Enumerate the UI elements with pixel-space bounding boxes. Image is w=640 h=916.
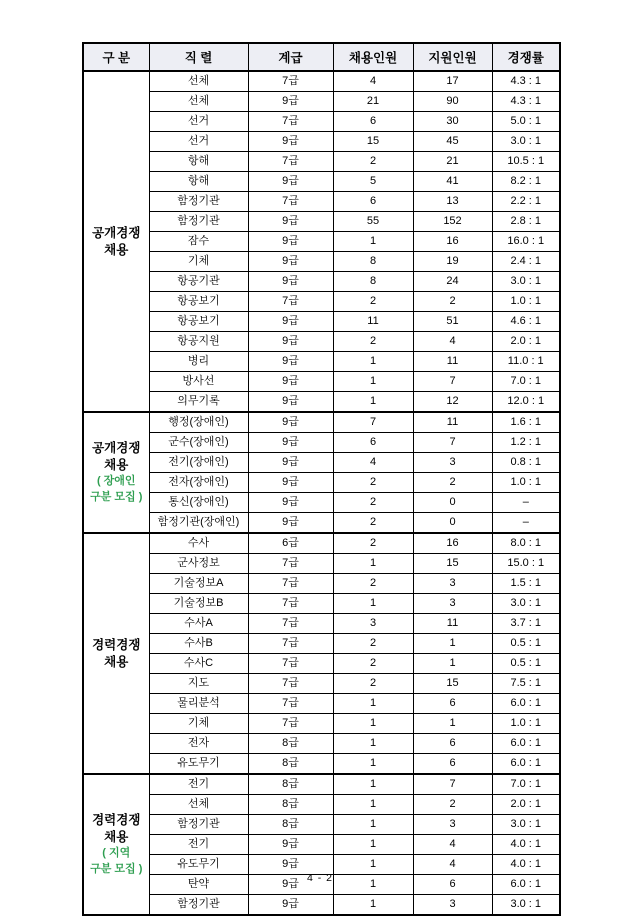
cell-competition-ratio: 3.7 : 1 — [492, 614, 560, 634]
group-title-line: 채용 — [104, 654, 129, 669]
cell-series: 군수(장애인) — [149, 433, 248, 453]
cell-applicant-count: 15 — [413, 554, 492, 574]
cell-competition-ratio: 0.8 : 1 — [492, 453, 560, 473]
cell-applicant-count: 3 — [413, 574, 492, 594]
table-row — [83, 493, 560, 513]
cell-competition-ratio: 2.0 : 1 — [492, 332, 560, 352]
cell-series: 수사 — [149, 533, 248, 554]
cell-hire-count: 6 — [333, 433, 413, 453]
cell-competition-ratio: 15.0 : 1 — [492, 554, 560, 574]
cell-hire-count: 1 — [333, 815, 413, 835]
cell-series: 수사A — [149, 614, 248, 634]
cell-grade: 8급 — [248, 774, 333, 795]
table-row — [83, 252, 560, 272]
table-row — [83, 132, 560, 152]
cell-series: 항공기관 — [149, 272, 248, 292]
group-title-line: 채용 — [104, 242, 129, 257]
table-row — [83, 433, 560, 453]
cell-applicant-count: 152 — [413, 212, 492, 232]
cell-competition-ratio: 7.0 : 1 — [492, 372, 560, 392]
table-row — [83, 694, 560, 714]
cell-grade: 6급 — [248, 533, 333, 554]
cell-grade: 9급 — [248, 132, 333, 152]
table-row — [83, 232, 560, 252]
cell-series: 선거 — [149, 132, 248, 152]
cell-competition-ratio: 6.0 : 1 — [492, 754, 560, 775]
cell-hire-count: 1 — [333, 835, 413, 855]
cell-series: 전기(장애인) — [149, 453, 248, 473]
cell-applicant-count: 3 — [413, 815, 492, 835]
group-subtitle-line: 구분 모집 ) — [90, 490, 143, 503]
cell-hire-count: 1 — [333, 855, 413, 875]
cell-applicant-count: 12 — [413, 392, 492, 413]
group-title-line: 공개경쟁 — [92, 441, 141, 456]
col-header-series: 직 렬 — [149, 43, 248, 71]
cell-series: 전기 — [149, 835, 248, 855]
cell-grade: 7급 — [248, 574, 333, 594]
col-header-grade: 계급 — [248, 43, 333, 71]
cell-competition-ratio: 2.2 : 1 — [492, 192, 560, 212]
cell-competition-ratio: 8.0 : 1 — [492, 533, 560, 554]
cell-competition-ratio: 0.5 : 1 — [492, 654, 560, 674]
cell-hire-count: 1 — [333, 754, 413, 775]
table-row — [83, 835, 560, 855]
cell-series: 함정기관 — [149, 815, 248, 835]
cell-grade: 9급 — [248, 332, 333, 352]
cell-hire-count: 2 — [333, 493, 413, 513]
table-row — [83, 895, 560, 916]
cell-competition-ratio: 1.2 : 1 — [492, 433, 560, 453]
cell-competition-ratio: 5.0 : 1 — [492, 112, 560, 132]
cell-applicant-count: 4 — [413, 835, 492, 855]
cell-applicant-count: 7 — [413, 372, 492, 392]
cell-series: 수사C — [149, 654, 248, 674]
col-header-competition-ratio: 경쟁률 — [492, 43, 560, 71]
cell-hire-count: 2 — [333, 473, 413, 493]
table-row — [83, 554, 560, 574]
cell-competition-ratio: 8.2 : 1 — [492, 172, 560, 192]
cell-applicant-count: 4 — [413, 855, 492, 875]
cell-grade: 7급 — [248, 71, 333, 92]
cell-applicant-count: 17 — [413, 71, 492, 92]
cell-competition-ratio: 3.0 : 1 — [492, 272, 560, 292]
group-cell — [83, 774, 149, 915]
cell-applicant-count: 3 — [413, 453, 492, 473]
table-row — [83, 574, 560, 594]
cell-series: 전자(장애인) — [149, 473, 248, 493]
table-row — [83, 815, 560, 835]
cell-competition-ratio: 1.0 : 1 — [492, 292, 560, 312]
header-row — [83, 43, 560, 71]
cell-series: 선체 — [149, 795, 248, 815]
cell-hire-count: 1 — [333, 352, 413, 372]
table-row — [83, 152, 560, 172]
cell-hire-count: 1 — [333, 795, 413, 815]
table-row — [83, 533, 560, 554]
cell-grade: 9급 — [248, 493, 333, 513]
cell-series: 기술정보A — [149, 574, 248, 594]
cell-series: 선체 — [149, 71, 248, 92]
cell-applicant-count: 0 — [413, 493, 492, 513]
cell-grade: 9급 — [248, 473, 333, 493]
cell-hire-count: 2 — [333, 674, 413, 694]
cell-series: 유도무기 — [149, 754, 248, 775]
cell-series: 항해 — [149, 172, 248, 192]
cell-competition-ratio: 3.0 : 1 — [492, 594, 560, 614]
cell-series: 항공보기 — [149, 292, 248, 312]
cell-series: 함정기관(장애인) — [149, 513, 248, 534]
table-row — [83, 714, 560, 734]
cell-applicant-count: 2 — [413, 795, 492, 815]
cell-series: 항공보기 — [149, 312, 248, 332]
cell-hire-count: 2 — [333, 152, 413, 172]
cell-competition-ratio: 11.0 : 1 — [492, 352, 560, 372]
table-row — [83, 312, 560, 332]
cell-hire-count: 1 — [333, 392, 413, 413]
group-subtitle-line: 구분 모집 ) — [90, 862, 143, 875]
group-title-line: 채용 — [104, 829, 129, 844]
cell-grade: 7급 — [248, 594, 333, 614]
cell-hire-count: 1 — [333, 694, 413, 714]
cell-series: 기술정보B — [149, 594, 248, 614]
group-subtitle-line: ( 지역 — [102, 846, 131, 859]
cell-grade: 7급 — [248, 614, 333, 634]
cell-grade: 9급 — [248, 92, 333, 112]
cell-hire-count: 2 — [333, 533, 413, 554]
cell-competition-ratio: 10.5 : 1 — [492, 152, 560, 172]
cell-hire-count: 5 — [333, 172, 413, 192]
cell-hire-count: 1 — [333, 774, 413, 795]
cell-hire-count: 8 — [333, 272, 413, 292]
cell-applicant-count: 4 — [413, 332, 492, 352]
cell-series: 방사선 — [149, 372, 248, 392]
table-row — [83, 594, 560, 614]
cell-grade: 9급 — [248, 412, 333, 433]
cell-competition-ratio: 16.0 : 1 — [492, 232, 560, 252]
cell-hire-count: 4 — [333, 71, 413, 92]
cell-applicant-count: 1 — [413, 634, 492, 654]
cell-applicant-count: 6 — [413, 694, 492, 714]
cell-applicant-count: 2 — [413, 292, 492, 312]
cell-grade: 9급 — [248, 372, 333, 392]
table-body — [83, 71, 560, 915]
table-row — [83, 654, 560, 674]
cell-competition-ratio: 2.0 : 1 — [492, 795, 560, 815]
cell-grade: 7급 — [248, 634, 333, 654]
cell-grade: 7급 — [248, 292, 333, 312]
cell-applicant-count: 11 — [413, 614, 492, 634]
cell-series: 기체 — [149, 714, 248, 734]
cell-grade: 9급 — [248, 212, 333, 232]
cell-series: 물리분석 — [149, 694, 248, 714]
cell-series: 함정기관 — [149, 212, 248, 232]
cell-applicant-count: 7 — [413, 774, 492, 795]
cell-grade: 9급 — [248, 392, 333, 413]
cell-applicant-count: 21 — [413, 152, 492, 172]
cell-grade: 8급 — [248, 815, 333, 835]
cell-applicant-count: 2 — [413, 473, 492, 493]
cell-applicant-count: 11 — [413, 352, 492, 372]
cell-hire-count: 2 — [333, 292, 413, 312]
cell-competition-ratio: 2.4 : 1 — [492, 252, 560, 272]
cell-grade: 9급 — [248, 835, 333, 855]
table-row — [83, 92, 560, 112]
group-cell — [83, 71, 149, 412]
group-title-line: 경력경쟁 — [92, 813, 141, 828]
table-row — [83, 212, 560, 232]
cell-competition-ratio: 3.0 : 1 — [492, 132, 560, 152]
cell-grade: 7급 — [248, 554, 333, 574]
cell-grade: 9급 — [248, 172, 333, 192]
cell-hire-count: 1 — [333, 895, 413, 916]
cell-grade: 9급 — [248, 272, 333, 292]
cell-hire-count: 3 — [333, 614, 413, 634]
cell-applicant-count: 45 — [413, 132, 492, 152]
cell-competition-ratio: 1.0 : 1 — [492, 714, 560, 734]
cell-competition-ratio: 12.0 : 1 — [492, 392, 560, 413]
table-row — [83, 453, 560, 473]
cell-series: 전자 — [149, 734, 248, 754]
cell-hire-count: 55 — [333, 212, 413, 232]
cell-hire-count: 4 — [333, 453, 413, 473]
cell-hire-count: 1 — [333, 594, 413, 614]
cell-series: 기체 — [149, 252, 248, 272]
cell-grade: 7급 — [248, 694, 333, 714]
cell-grade: 9급 — [248, 895, 333, 916]
cell-hire-count: 21 — [333, 92, 413, 112]
cell-competition-ratio: 0.5 : 1 — [492, 634, 560, 654]
cell-grade: 9급 — [248, 312, 333, 332]
group-cell — [83, 412, 149, 533]
cell-competition-ratio: 1.5 : 1 — [492, 574, 560, 594]
cell-grade: 7급 — [248, 654, 333, 674]
cell-hire-count: 8 — [333, 252, 413, 272]
cell-grade: 9급 — [248, 252, 333, 272]
cell-applicant-count: 16 — [413, 533, 492, 554]
cell-competition-ratio: 4.6 : 1 — [492, 312, 560, 332]
cell-grade: 9급 — [248, 232, 333, 252]
cell-series: 항공지원 — [149, 332, 248, 352]
cell-grade: 8급 — [248, 754, 333, 775]
cell-competition-ratio: 4.3 : 1 — [492, 92, 560, 112]
table-row — [83, 734, 560, 754]
table-row — [83, 292, 560, 312]
table-row — [83, 112, 560, 132]
cell-hire-count: 6 — [333, 192, 413, 212]
cell-hire-count: 2 — [333, 332, 413, 352]
cell-applicant-count: 16 — [413, 232, 492, 252]
cell-series: 행정(장애인) — [149, 412, 248, 433]
cell-series: 항해 — [149, 152, 248, 172]
cell-series: 통신(장애인) — [149, 493, 248, 513]
table-row — [83, 754, 560, 775]
cell-series: 의무기록 — [149, 392, 248, 413]
cell-series: 탄약 — [149, 875, 248, 895]
table-row — [83, 372, 560, 392]
cell-grade: 7급 — [248, 674, 333, 694]
cell-series: 전기 — [149, 774, 248, 795]
table-row — [83, 473, 560, 493]
table-row — [83, 392, 560, 413]
col-header-applicant-count: 지원인원 — [413, 43, 492, 71]
table-row — [83, 272, 560, 292]
cell-competition-ratio: 1.6 : 1 — [492, 412, 560, 433]
cell-competition-ratio: 6.0 : 1 — [492, 875, 560, 895]
cell-grade: 9급 — [248, 433, 333, 453]
table-row — [83, 192, 560, 212]
cell-series: 지도 — [149, 674, 248, 694]
cell-applicant-count: 3 — [413, 594, 492, 614]
col-header-hire-count: 채용인원 — [333, 43, 413, 71]
cell-competition-ratio: 3.0 : 1 — [492, 815, 560, 835]
cell-competition-ratio: 6.0 : 1 — [492, 694, 560, 714]
cell-hire-count: 1 — [333, 714, 413, 734]
cell-series: 병리 — [149, 352, 248, 372]
cell-applicant-count: 30 — [413, 112, 492, 132]
cell-applicant-count: 11 — [413, 412, 492, 433]
cell-grade: 8급 — [248, 795, 333, 815]
table-row — [83, 513, 560, 534]
table-row — [83, 795, 560, 815]
cell-competition-ratio: 4.3 : 1 — [492, 71, 560, 92]
cell-grade: 8급 — [248, 734, 333, 754]
cell-hire-count: 1 — [333, 372, 413, 392]
cell-applicant-count: 51 — [413, 312, 492, 332]
recruitment-competition-table — [82, 42, 561, 916]
cell-grade: 9급 — [248, 855, 333, 875]
cell-grade: 9급 — [248, 352, 333, 372]
cell-grade: 7급 — [248, 152, 333, 172]
cell-hire-count: 11 — [333, 312, 413, 332]
col-header-category: 구 분 — [83, 43, 149, 71]
cell-competition-ratio: 1.0 : 1 — [492, 473, 560, 493]
cell-grade: 9급 — [248, 875, 333, 895]
cell-hire-count: 1 — [333, 875, 413, 895]
group-cell — [83, 533, 149, 774]
cell-applicant-count: 15 — [413, 674, 492, 694]
table-row — [83, 71, 560, 92]
table-row — [83, 774, 560, 795]
cell-series: 함정기관 — [149, 895, 248, 916]
cell-applicant-count: 3 — [413, 895, 492, 916]
cell-hire-count: 2 — [333, 634, 413, 654]
table-row — [83, 332, 560, 352]
cell-applicant-count: 90 — [413, 92, 492, 112]
table-row — [83, 674, 560, 694]
group-title-line: 채용 — [104, 457, 129, 472]
cell-competition-ratio: – — [492, 513, 560, 534]
table-row — [83, 614, 560, 634]
cell-grade: 9급 — [248, 453, 333, 473]
cell-grade: 7급 — [248, 112, 333, 132]
table-row — [83, 172, 560, 192]
cell-series: 잠수 — [149, 232, 248, 252]
cell-hire-count: 7 — [333, 412, 413, 433]
cell-hire-count: 2 — [333, 513, 413, 534]
cell-applicant-count: 6 — [413, 875, 492, 895]
cell-competition-ratio: 4.0 : 1 — [492, 835, 560, 855]
page-number: 4 - 2 — [306, 872, 333, 884]
cell-hire-count: 15 — [333, 132, 413, 152]
cell-competition-ratio: 3.0 : 1 — [492, 895, 560, 916]
cell-applicant-count: 6 — [413, 754, 492, 775]
cell-applicant-count: 6 — [413, 734, 492, 754]
cell-hire-count: 6 — [333, 112, 413, 132]
group-title-line: 경력경쟁 — [92, 638, 141, 653]
cell-hire-count: 1 — [333, 554, 413, 574]
cell-hire-count: 1 — [333, 734, 413, 754]
cell-competition-ratio: 6.0 : 1 — [492, 734, 560, 754]
table-row — [83, 634, 560, 654]
cell-grade: 9급 — [248, 513, 333, 534]
cell-series: 군사정보 — [149, 554, 248, 574]
cell-series: 함정기관 — [149, 192, 248, 212]
cell-applicant-count: 1 — [413, 714, 492, 734]
cell-competition-ratio: 7.5 : 1 — [492, 674, 560, 694]
cell-hire-count: 1 — [333, 232, 413, 252]
cell-grade: 7급 — [248, 192, 333, 212]
cell-competition-ratio: 4.0 : 1 — [492, 855, 560, 875]
cell-grade: 7급 — [248, 714, 333, 734]
group-subtitle-line: ( 장애인 — [96, 474, 136, 487]
cell-applicant-count: 19 — [413, 252, 492, 272]
cell-hire-count: 2 — [333, 574, 413, 594]
cell-hire-count: 2 — [333, 654, 413, 674]
cell-series: 수사B — [149, 634, 248, 654]
table-row — [83, 412, 560, 433]
cell-applicant-count: 41 — [413, 172, 492, 192]
cell-applicant-count: 1 — [413, 654, 492, 674]
cell-competition-ratio: 2.8 : 1 — [492, 212, 560, 232]
cell-competition-ratio: 7.0 : 1 — [492, 774, 560, 795]
cell-competition-ratio: – — [492, 493, 560, 513]
cell-applicant-count: 7 — [413, 433, 492, 453]
cell-series: 선체 — [149, 92, 248, 112]
cell-series: 유도무기 — [149, 855, 248, 875]
cell-applicant-count: 24 — [413, 272, 492, 292]
group-title-line: 공개경쟁 — [92, 226, 141, 241]
cell-applicant-count: 0 — [413, 513, 492, 534]
cell-series: 선거 — [149, 112, 248, 132]
cell-applicant-count: 13 — [413, 192, 492, 212]
table-row — [83, 352, 560, 372]
